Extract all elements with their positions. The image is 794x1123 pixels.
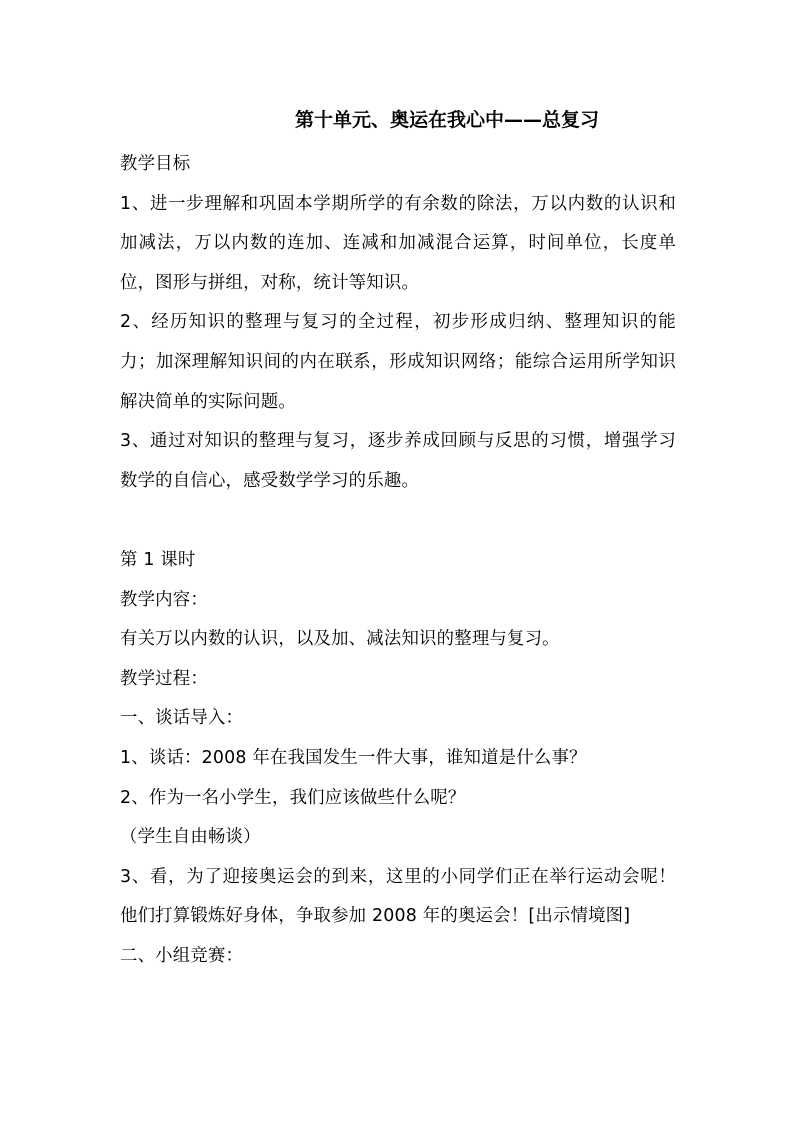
paragraph-lesson-number: 第 1 课时 xyxy=(120,549,196,570)
paragraph-student-note: （学生自由畅谈） xyxy=(120,827,261,848)
blank-line xyxy=(120,501,676,541)
paragraph-teaching-process-heading: 教学过程： xyxy=(120,668,208,689)
paragraph-goal-2: 2、经历知识的整理与复习的全过程，初步形成归纳、整理知识的能力；加深理解知识间的内在联系，形成知识网络；能综合运用所学知识解决简单的实际问题。 xyxy=(120,312,676,412)
paragraph-step-3: 3、看，为了迎接奥运会的到来，这里的小同学们正在举行运动会呢！他们打算锻炼好身体，争取参加 2008 年的奥运会！[出示情境图] xyxy=(120,866,676,927)
paragraph-teaching-goals: 教学目标 xyxy=(120,154,191,174)
paragraph-goal-1: 1、进一步理解和巩固本学期所学的有余数的除法，万以内数的认识和加减法，万以内数的连加、连减和加减混合运算，时间单位，长度单位，图形与拼组，对称，统计等知识。 xyxy=(120,193,676,293)
document-title: 第十单元、奥运在我心中——总复习 xyxy=(294,109,599,131)
paragraph-step-1: 1、谈话：2008 年在我国发生一件大事，谁知道是什么事？ xyxy=(120,747,587,768)
paragraph-step-2: 2、作为一名小学生，我们应该做些什么呢？ xyxy=(120,787,466,808)
paragraph-section-intro: 一、谈话导入： xyxy=(120,708,244,729)
document-body xyxy=(120,145,676,976)
paragraph-section-group-contest: 二、小组竞赛： xyxy=(120,945,244,966)
paragraph-goal-3: 3、通过对知识的整理与复习，逐步养成回顾与反思的习惯，增强学习数学的自信心，感受数学学习的乐趣。 xyxy=(120,431,676,491)
paragraph-teaching-content: 有关万以内数的认识，以及加、减法知识的整理与复习。 xyxy=(120,629,560,650)
paragraph-teaching-content-heading: 教学内容： xyxy=(120,589,208,610)
